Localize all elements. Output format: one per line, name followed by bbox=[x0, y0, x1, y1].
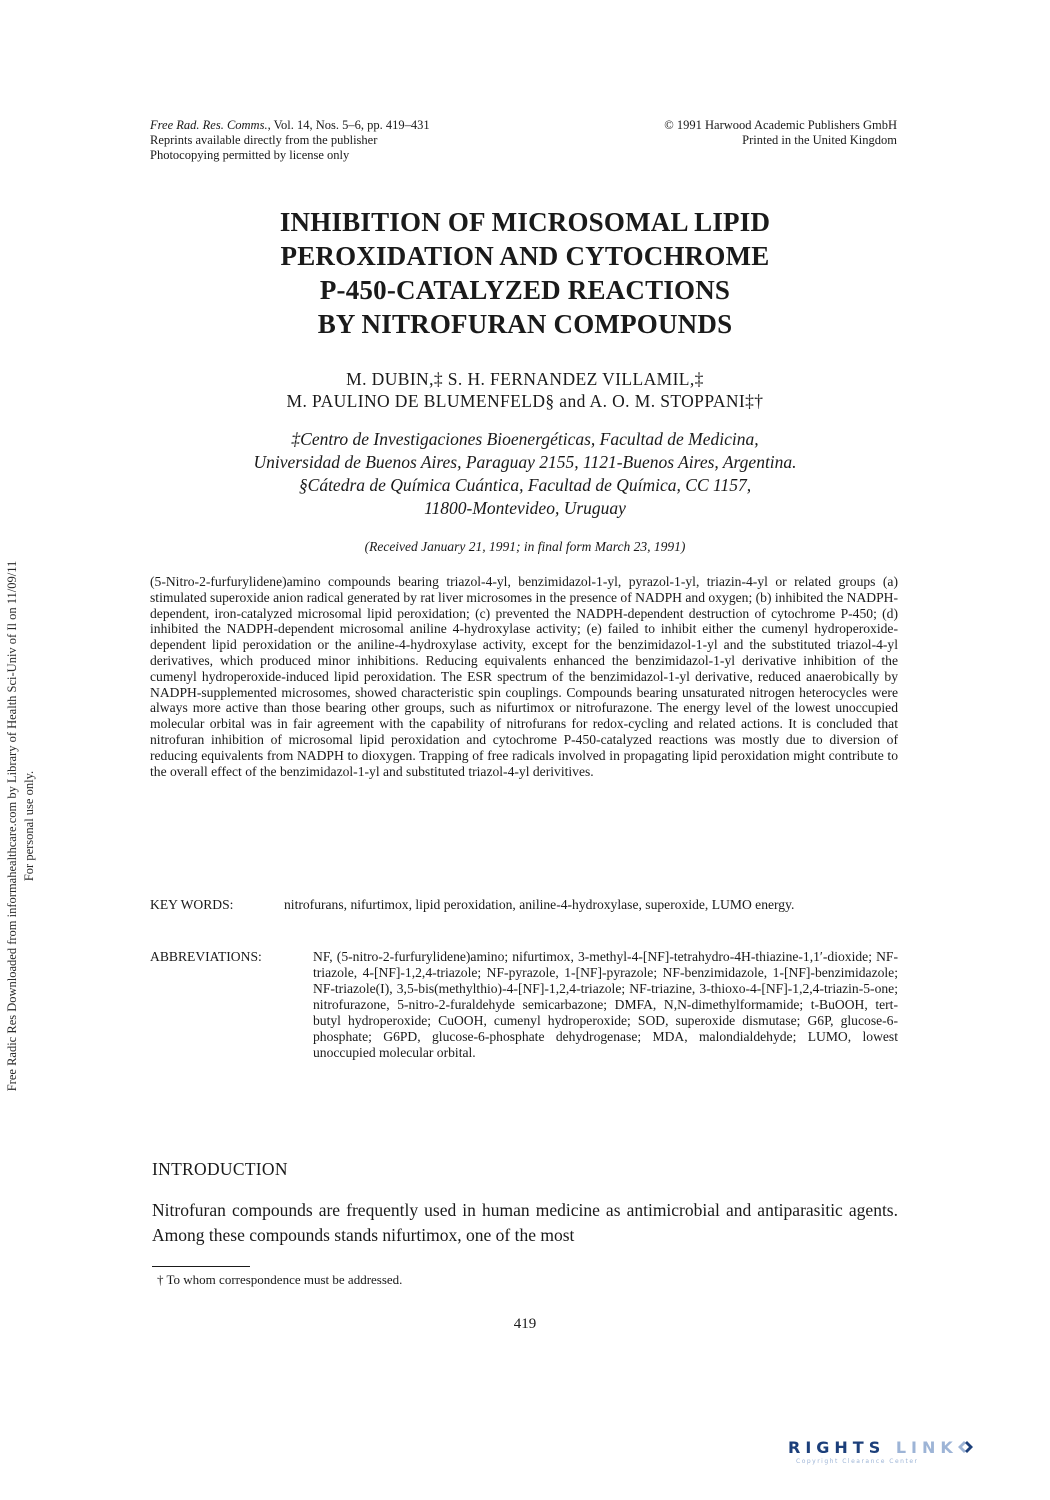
journal-citation bbox=[150, 118, 570, 133]
affiliation-line: Universidad de Buenos Aires, Paraguay 2155, 1121-Buenos Aires, Argentina. bbox=[253, 452, 797, 472]
journal-header-right bbox=[560, 118, 897, 148]
keywords-text: nitrofurans, nifurtimox, lipid peroxidation, aniline-4-hydroxylase, superoxide, LUMO energy. bbox=[284, 897, 795, 912]
abbreviations-block bbox=[150, 949, 898, 1061]
journal-header-left bbox=[150, 118, 570, 163]
rightslink-tagline: Copyright Clearance Center bbox=[796, 1458, 919, 1465]
download-notice-line: For personal use only. bbox=[22, 770, 36, 882]
reprints-note: Reprints available directly from the publisher bbox=[150, 133, 378, 147]
section-heading-introduction: INTRODUCTION bbox=[152, 1159, 288, 1179]
introduction-paragraph: Nitrofuran compounds are frequently used in human medicine as antimicrobial and antiparasitic agents. Among these compounds stands nifurtimox, one of the most bbox=[152, 1200, 898, 1245]
rightslink-brand-dark: RIGHTS bbox=[788, 1438, 886, 1457]
printed-note: Printed in the United Kingdom bbox=[742, 133, 897, 147]
keywords-label: KEY WORDS: bbox=[150, 897, 234, 912]
rightslink-wordmark bbox=[788, 1438, 1028, 1457]
footnote-rule bbox=[152, 1266, 250, 1267]
abstract: (5-Nitro-2-furfurylidene)amino compounds bearing triazol-4-yl, benzimidazol-1-yl, pyrazol-1-yl, triazin-4-yl or related groups (a) stimulated superoxide anion radical generated by rat liver microsomes in the presence of NADPH and oxygen; (b) inhibited the NADPH-dependent, iron-catalyzed microsomal lipid peroxidation; (c) prevented the NADPH-dependent destruction of cytochrome P-450; (d) inhibited the NADPH-dependent microsomal aniline 4-hydroxylase activity; (e) failed to inhibit either the cumenyl hydroperoxide-dependent lipid peroxidation or the aniline-4-hydroxylase activity, except for the benzimidazol-1-yl and the substituted triazol-4-yl derivatives, which produced minor inhibitions. Reducing equivalents enhanced the benzimidazol-1-yl derivative inhibition of the cumenyl hydroperoxide-induced lipid peroxidation. The ESR spectrum of the benzimidazol-1-yl derivative, reduced anaerobically by NADPH-supplemented microsomes, showed characteristic spin couplings. Compounds bearing unsaturated nitrogen heterocycles were always more active than those bearing other groups, such as nifurtimox or nitrofurazone. The energy level of the lowest unoccupied molecular orbital was in fair agreement with the capability of nitrofurans for redox-cycling and related actions. It is concluded that nitrofuran inhibition of microsomal lipid peroxidation and cytochrome P-450-catalyzed reactions was mostly due to diversion of reducing equivalents from NADPH to dioxygen. Trapping of free radicals involved in propagating lipid peroxidation might contribute to the overall effect of the benzimidazol-1-yl and substituted triazol-4-yl derivitives. bbox=[150, 574, 898, 779]
title-line: PEROXIDATION AND CYTOCHROME bbox=[280, 241, 770, 271]
title-line: P-450-CATALYZED REACTIONS bbox=[319, 275, 731, 305]
keywords-block bbox=[150, 897, 898, 913]
title-line: BY NITROFURAN COMPOUNDS bbox=[317, 309, 733, 339]
rightslink-brand-light: LINK bbox=[895, 1438, 958, 1457]
author-list bbox=[150, 368, 900, 412]
article-title bbox=[150, 205, 900, 341]
copyright-note: © 1991 Harwood Academic Publishers GmbH bbox=[664, 118, 897, 132]
author-line: M. DUBIN,‡ S. H. FERNANDEZ VILLAMIL,‡ bbox=[346, 369, 704, 389]
footnote: † To whom correspondence must be addressed. bbox=[157, 1272, 403, 1287]
affiliations bbox=[150, 428, 900, 520]
author-line: M. PAULINO DE BLUMENFELD§ and A. O. M. STOPPANI‡† bbox=[286, 391, 764, 411]
affiliation-line: §Cátedra de Química Cuántica, Facultad de Química, CC 1157, bbox=[298, 475, 752, 495]
rightslink-logo[interactable] bbox=[788, 1438, 1028, 1478]
abbreviations-text: NF, (5-nitro-2-furfurylidene)amino; nifurtimox, 3-methyl-4-[NF]-tetrahydro-4H-thiazine-1,1′-dioxide; NF-triazole, 4-[NF]-1,2,4-triazole; NF-pyrazole, 1-[NF]-pyrazole; NF-benzimidazole, 1-[NF]-benzimidazole; NF-triazole(I), 3,5-bis(methylthio)-4-[NF]-1,2,4-triazole; NF-triazine, 3-thioxo-4-[NF]-1,2,4-triazin-5-one; nitrofurazone, 5-nitro-2-furaldehyde semicarbazone; DMFA, N,N-dimethylformamide; t-BuOOH, tert-butyl hydroperoxide; CuOOH, cumenyl hydroperoxide; SOD, superoxide dismutase; G6P, glucose-6-phosphate; G6PD, glucose-6-phosphate dehydrogenase; MDA, malondialdehyde; LUMO, lowest unoccupied molecular orbital. bbox=[313, 949, 898, 1060]
download-notice bbox=[4, 361, 42, 1291]
affiliation-line: 11800-Montevideo, Uruguay bbox=[424, 498, 626, 518]
journal-name: Free Rad. Res. Comms. bbox=[150, 118, 268, 132]
download-notice-line: Free Radic Res Downloaded from informahealthcare.com by Library of Health Sci-Univ of Il on 11/09/11 bbox=[5, 560, 19, 1092]
affiliation-line: ‡Centro de Investigaciones Bioenergéticas, Facultad de Medicina, bbox=[291, 429, 759, 449]
journal-volume: , Vol. 14, Nos. 5–6, pp. 419–431 bbox=[267, 118, 430, 132]
abbreviations-label: ABBREVIATIONS: bbox=[150, 949, 262, 964]
photocopy-note: Photocopying permitted by license only bbox=[150, 148, 350, 162]
title-line: INHIBITION OF MICROSOMAL LIPID bbox=[279, 207, 771, 237]
chevron-icon bbox=[956, 1439, 976, 1455]
received-dates: (Received January 21, 1991; in final form March 23, 1991) bbox=[364, 539, 686, 554]
page-number: 419 bbox=[513, 1316, 537, 1332]
